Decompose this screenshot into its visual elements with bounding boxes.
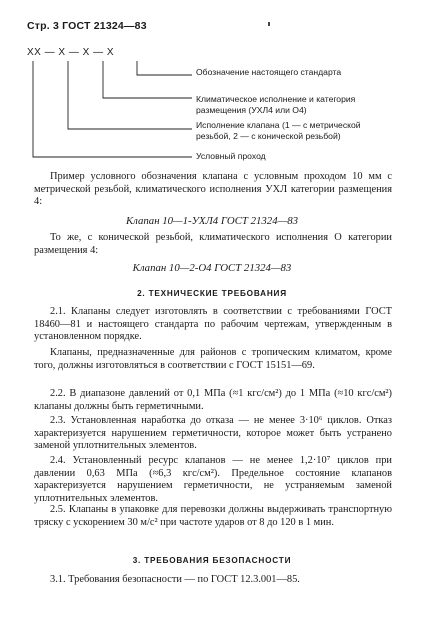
section-3-title: 3. ТРЕБОВАНИЯ БЕЗОПАСНОСТИ xyxy=(132,556,292,565)
example-2-intro: То же, с конической резьбой, климатического исполнения О категории размещения 4: xyxy=(34,232,392,256)
leader-line-standard xyxy=(137,61,192,75)
paragraph-2-2: 2.2. В диапазоне давлений от 0,1 МПа (≈1 кгс/см²) до 1 МПа (≈10 кгс/см²) клапаны должны быть герметичными. xyxy=(34,388,392,412)
section-2-title: 2. ТЕХНИЧЕСКИЕ ТРЕБОВАНИЯ xyxy=(137,289,287,298)
example-designation-2: Клапан 10—2-О4 ГОСТ 21324—83 xyxy=(132,262,292,274)
page-header: Стр. 3 ГОСТ 21324—83 xyxy=(27,20,147,32)
example-designation-1: Клапан 10—1-УХЛ4 ГОСТ 21324—83 xyxy=(125,215,298,227)
paragraph-2-3: 2.3. Установленная наработка до отказа — не менее 3·10⁶ циклов. Отказ характеризуется нарушением герметичности, которое может быть устранено заменой уплотнительных элементов. xyxy=(34,415,392,452)
leader-line-version xyxy=(68,61,192,129)
designation-code: XX — X — X — X xyxy=(27,47,115,58)
example-intro: Пример условного обозначения клапана с условным проходом 10 мм с метрической резьбой, климатического исполнения УХЛ категории размещения 4: xyxy=(34,171,392,208)
label-version: Исполнение клапана (1 — с метрической резьбой, 2 — с конической резьбой) xyxy=(196,120,361,141)
paragraph-2-5: 2.5. Клапаны в упаковке для перевозки должны выдерживать транспортную тряску с ускорением 30 м/с² при частоте ударов от 8 до 120 в 1 мин. xyxy=(34,504,392,528)
paragraph-2-1: 2.1. Клапаны следует изготовлять в соответствии с требованиями ГОСТ 18460—81 и настоящего стандарта по рабочим чертежам, утвержденным в установленном порядке. xyxy=(34,306,392,343)
leader-line-climatic xyxy=(103,61,192,98)
paragraph-tropic: Клапаны, предназначенные для районов с тропическим климатом, кроме того, должны изготовляться в соответствии с ГОСТ 15151—69. xyxy=(34,347,392,371)
paragraph-3-1: 3.1. Требования безопасности — по ГОСТ 12.3.001—85. xyxy=(50,574,300,585)
label-climatic: Климатическое исполнение и категория размещения (УХЛ4 или О4) xyxy=(196,94,356,115)
paragraph-2-4: 2.4. Установленный ресурс клапанов — не менее 1,2·10⁷ циклов при давлении 0,63 МПа (≈6,3 кгс/см²). Предельное состояние клапанов характеризуется нарушением герметичности, не устраняемым заменой уплотнительных элементов. xyxy=(34,455,392,504)
label-bore: Условный проход xyxy=(196,151,266,161)
designation-scheme-lines xyxy=(0,0,424,170)
label-standard: Обозначение настоящего стандарта xyxy=(196,67,342,77)
